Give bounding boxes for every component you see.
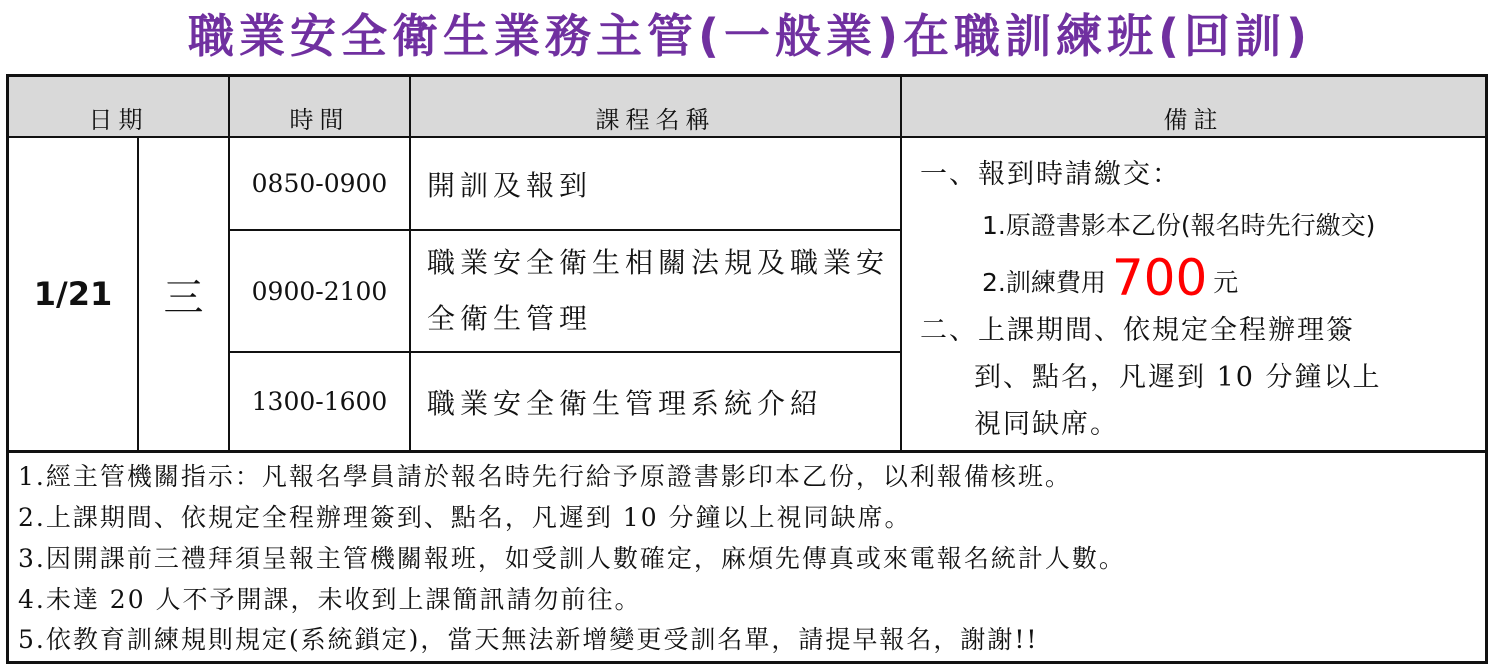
fee-amount: 700	[1111, 249, 1208, 307]
note-item-1-heading: 一、報到時請繳交：	[920, 159, 1181, 190]
note-item-1-certificate: 1.原證書影本乙份(報名時先行繳交)	[982, 211, 1376, 240]
session-course: 職業安全衛生管理系統介紹	[427, 386, 824, 420]
session-course: 職業安全衛生相關法規及職業安全衛生管理	[427, 246, 890, 335]
header-notes: 備註	[1163, 105, 1224, 134]
footer-note: 1.經主管機關指示：凡報名學員請於報名時先行給予原證書影印本乙份，以利報備核班。	[18, 462, 1072, 491]
footer-note: 5.依教育訓練規則規定(系統鎖定)，當天無法新增變更受訓名單，請提早報名，謝謝!!	[18, 625, 1039, 654]
footer-note: 3.因開課前三禮拜須呈報主管機關報班，如受訓人數確定，麻煩先傳真或來電報名統計人數。	[18, 544, 1126, 573]
note-item-2-line-3: 視同缺席。	[974, 409, 1119, 440]
footer-note: 4.未達 20 人不予開課，未收到上課簡訊請勿前往。	[18, 585, 642, 614]
session-time: 0850-0900	[251, 169, 388, 198]
note-item-2-line-1: 二、上課期間、依規定全程辦理簽	[920, 315, 1355, 346]
fee-label: 2.訓練費用	[982, 268, 1106, 297]
header-time: 時間	[289, 105, 350, 134]
footer-note: 2.上課期間、依規定全程辦理簽到、點名，凡遲到 10 分鐘以上視同缺席。	[18, 503, 912, 532]
page-title: 職業安全衛生業務主管(一般業)在職訓練班(回訓)	[187, 9, 1313, 63]
session-time: 1300-1600	[251, 387, 388, 416]
fee-unit: 元	[1213, 268, 1239, 297]
class-date: 1/21	[33, 275, 113, 313]
header-date: 日期	[88, 105, 149, 134]
note-item-2-line-2: 到、點名，凡遲到 10 分鐘以上	[974, 362, 1382, 393]
session-time: 0900-2100	[251, 276, 388, 306]
table-footer-divider	[9, 450, 1485, 453]
session-course: 開訓及報到	[427, 168, 593, 202]
note-item-1-fee-line	[982, 249, 1238, 307]
header-course: 課程名稱	[595, 105, 716, 134]
class-weekday: 三	[163, 274, 204, 321]
